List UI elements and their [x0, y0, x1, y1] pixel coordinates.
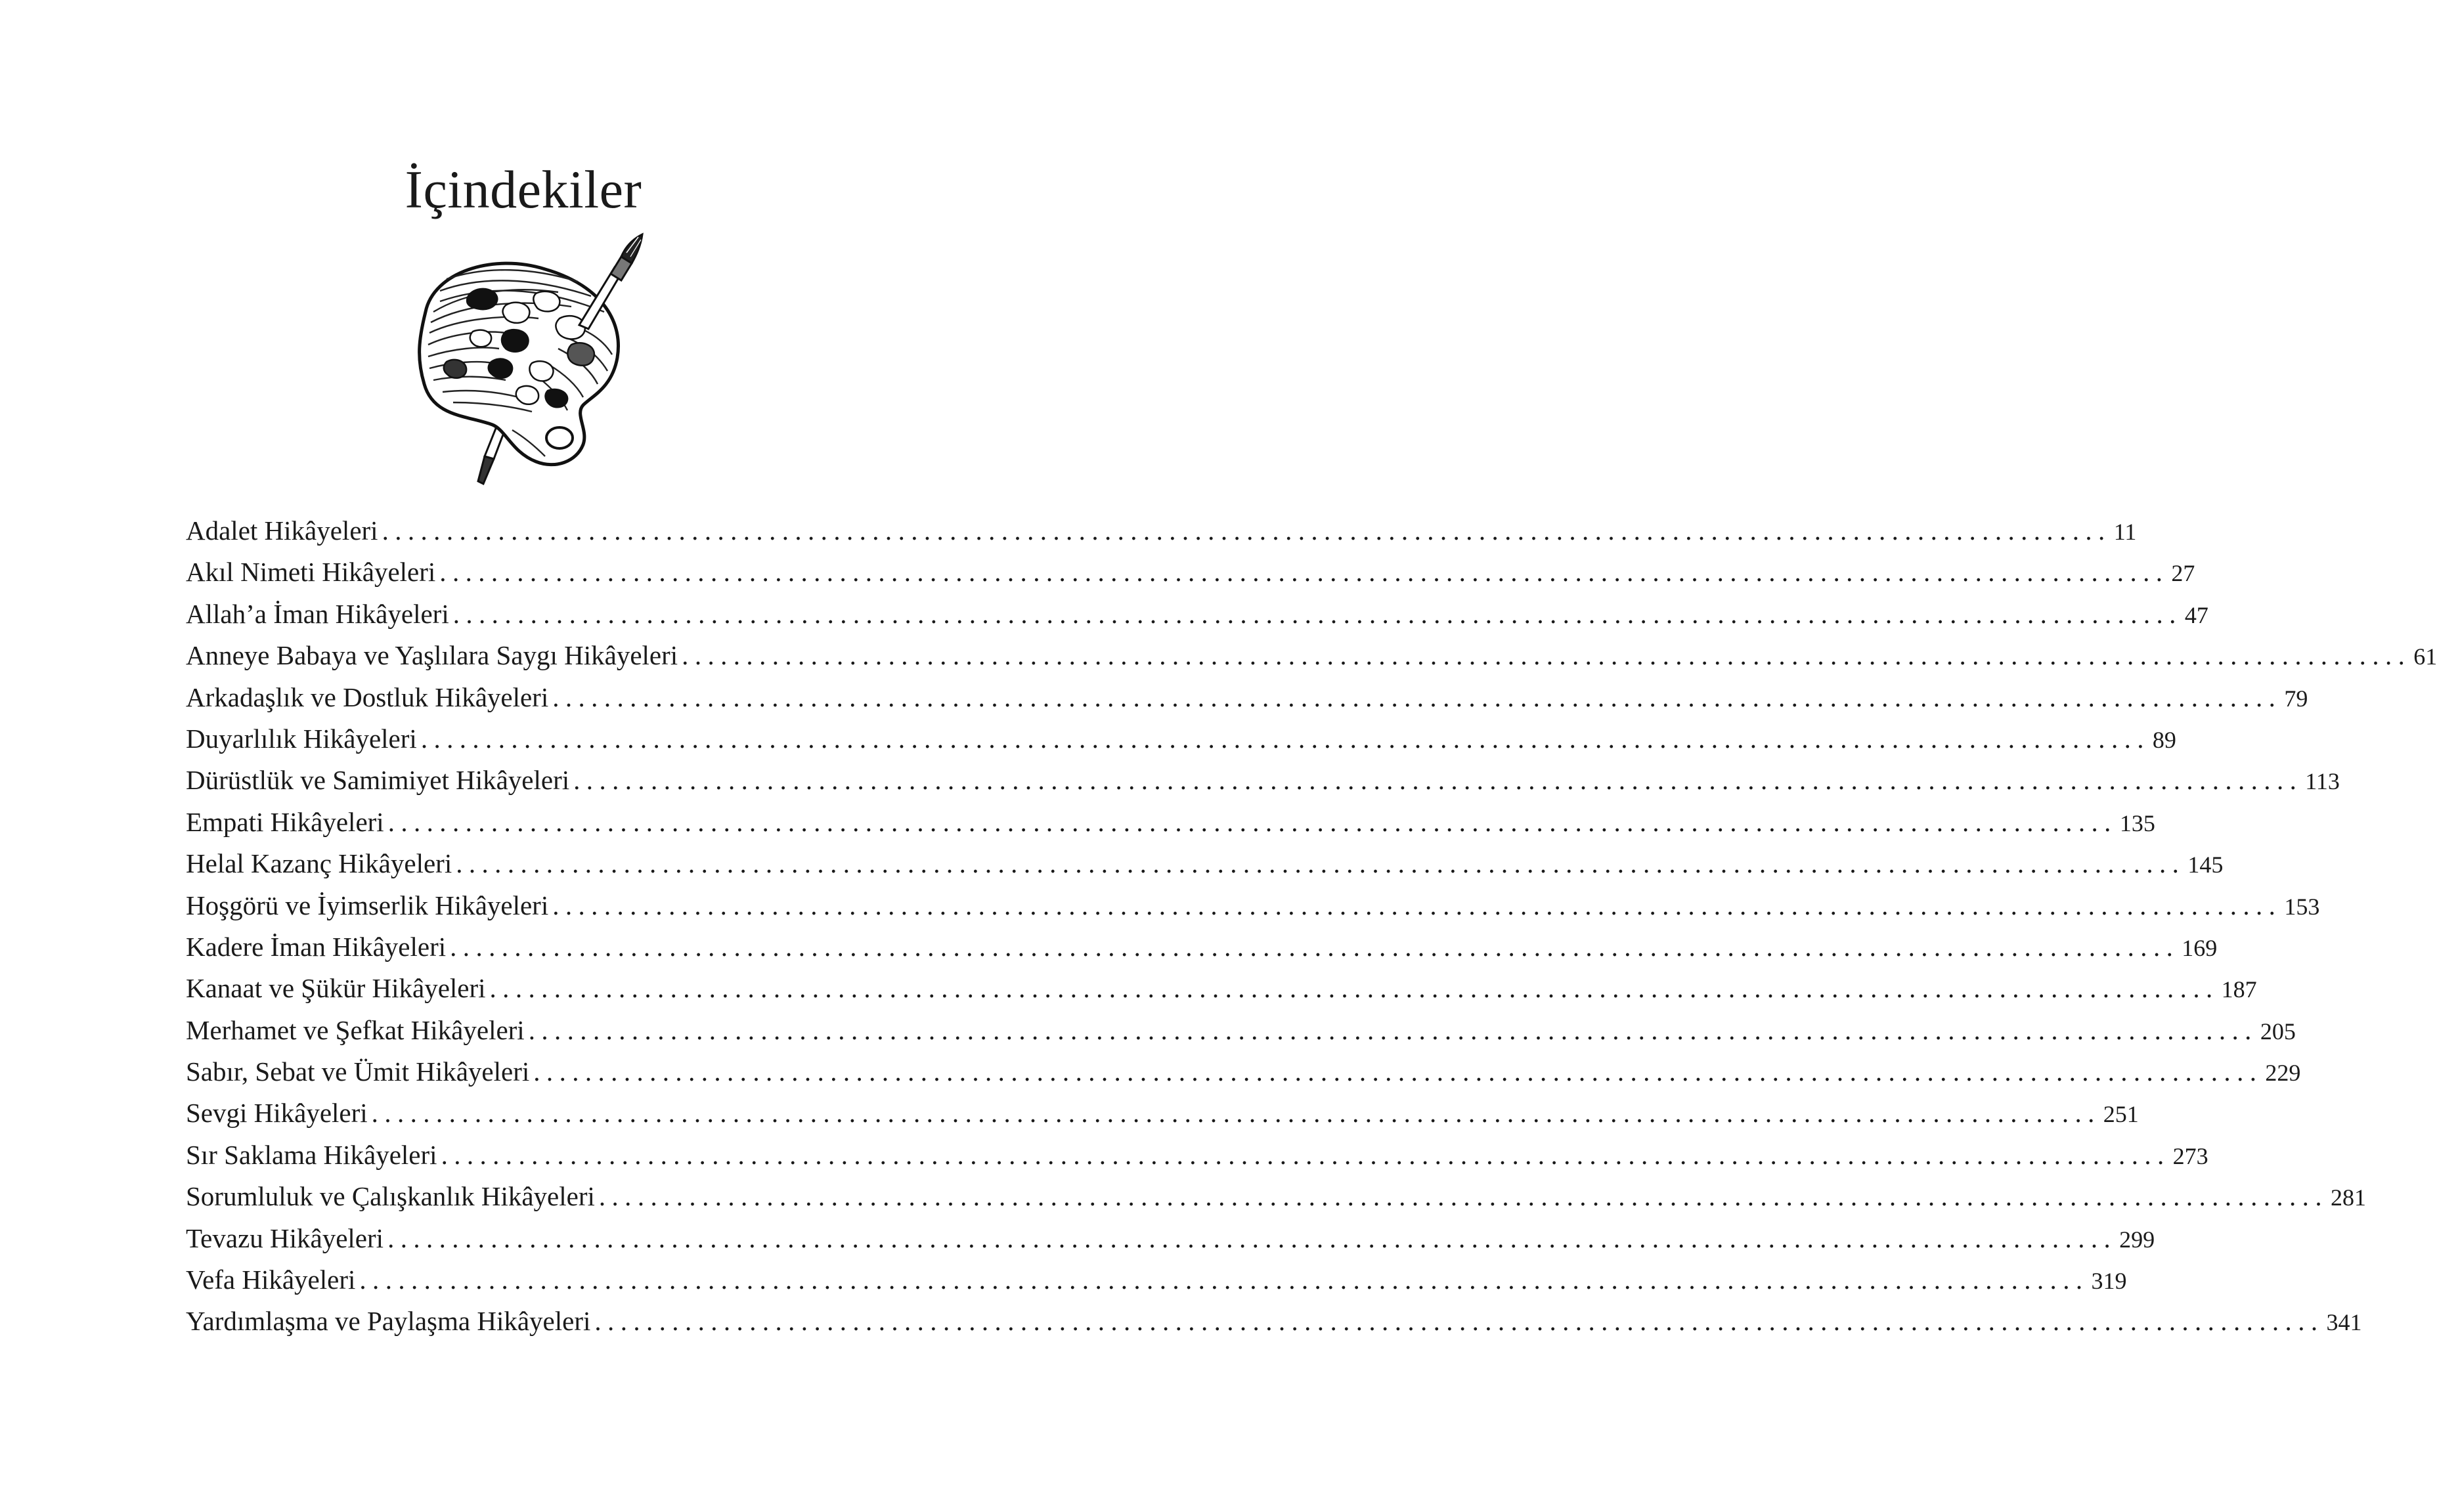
- toc-dot-leader: ......................................................................................................................................: [420, 723, 2150, 754]
- toc-page-number: 251: [2103, 1101, 2139, 1128]
- toc-entry[interactable]: [186, 556, 2195, 597]
- toc-entry-title: Allah’a İman Hikâyeleri: [186, 598, 449, 629]
- toc-entry-title: Helal Kazanç Hikâyeleri: [186, 848, 452, 879]
- toc-page-number: 47: [2184, 601, 2208, 628]
- toc-entry-title: Tevazu Hikâyeleri: [186, 1222, 384, 1253]
- toc-page-number: 205: [2260, 1018, 2296, 1045]
- toc-entry-title: Adalet Hikâyeleri: [186, 515, 378, 546]
- toc-dot-leader: ......................................................................................................................................: [452, 598, 2182, 629]
- toc-entry-title: Arkadaşlık ve Dostluk Hikâyeleri: [186, 681, 549, 712]
- toc-dot-leader: ......................................................................................................................................: [533, 1056, 2263, 1087]
- toc-dot-leader: ......................................................................................................................................: [552, 681, 2282, 712]
- toc-page-number: 135: [2119, 810, 2155, 836]
- toc-page-number: 273: [2172, 1142, 2208, 1169]
- toc-dot-leader: ......................................................................................................................................: [387, 806, 2117, 837]
- paint-palette-with-brush-icon: [407, 233, 657, 489]
- toc-entry[interactable]: [186, 1139, 2208, 1180]
- toc-dot-leader: ......................................................................................................................................: [594, 1306, 2324, 1337]
- toc-dot-leader: ......................................................................................................................................: [573, 765, 2303, 796]
- toc-dot-leader: ......................................................................................................................................: [382, 515, 2111, 546]
- toc-dot-leader: ......................................................................................................................................: [552, 890, 2282, 920]
- toc-entry-title: Duyarlılık Hikâyeleri: [186, 723, 417, 754]
- toc-entry-title: Kadere İman Hikâyeleri: [186, 931, 447, 962]
- toc-entry-title: Empati Hikâyeleri: [186, 806, 384, 837]
- toc-entry-title: Akıl Nimeti Hikâyeleri: [186, 557, 436, 588]
- toc-entry[interactable]: [186, 723, 2176, 764]
- toc-dot-leader: ......................................................................................................................................: [441, 1139, 2170, 1170]
- toc-entry[interactable]: [186, 1056, 2301, 1097]
- toc-entry[interactable]: [186, 598, 2208, 639]
- toc-dot-leader: ......................................................................................................................................: [387, 1222, 2117, 1253]
- toc-entry[interactable]: [186, 1222, 2155, 1264]
- toc-page-number: 187: [2221, 976, 2257, 1003]
- toc-entry-title: Dürüstlük ve Samimiyet Hikâyeleri: [186, 765, 570, 796]
- toc-entry[interactable]: [186, 639, 2437, 681]
- toc-page-number: 113: [2305, 768, 2340, 795]
- toc-entry[interactable]: [186, 1097, 2139, 1138]
- toc-entry[interactable]: [186, 1305, 2362, 1347]
- toc-dot-leader: ......................................................................................................................................: [598, 1181, 2328, 1212]
- toc-page-number: 79: [2284, 685, 2308, 712]
- toc-entry-title: Kanaat ve Şükür Hikâyeleri: [186, 973, 486, 1004]
- toc-entry[interactable]: [186, 806, 2155, 848]
- toc-entry[interactable]: [186, 890, 2320, 931]
- toc-entry[interactable]: [186, 848, 2224, 889]
- toc-dot-leader: ......................................................................................................................................: [371, 1098, 2101, 1129]
- toc-page-number: 153: [2284, 893, 2320, 920]
- toc-entry-title: Anneye Babaya ve Yaşlılara Saygı Hikâyeleri: [186, 640, 678, 671]
- toc-dot-leader: ......................................................................................................................................: [450, 931, 2180, 962]
- toc-entry[interactable]: [186, 1180, 2366, 1222]
- page-title: İçindekiler: [405, 160, 642, 219]
- toc-page-number: 169: [2182, 934, 2218, 961]
- toc-entry-title: Sır Saklama Hikâyeleri: [186, 1139, 437, 1170]
- toc-dot-leader: ......................................................................................................................................: [359, 1264, 2089, 1295]
- toc-entry-title: Yardımlaşma ve Paylaşma Hikâyeleri: [186, 1306, 591, 1337]
- toc-entry[interactable]: [186, 931, 2218, 972]
- toc-page-number: 61: [2413, 643, 2437, 670]
- toc-page-number: 299: [2119, 1226, 2155, 1253]
- toc-entry[interactable]: [186, 681, 2308, 723]
- toc-dot-leader: ......................................................................................................................................: [682, 640, 2411, 671]
- toc-dot-leader: ......................................................................................................................................: [456, 848, 2185, 879]
- toc-page-number: 89: [2152, 726, 2176, 753]
- toc-entry[interactable]: [186, 1014, 2296, 1056]
- toc-entry[interactable]: [186, 515, 2137, 556]
- toc-page-number: 145: [2187, 852, 2224, 878]
- toc-entry-title: Sabır, Sebat ve Ümit Hikâyeleri: [186, 1056, 530, 1087]
- toc-entry[interactable]: [186, 1264, 2127, 1305]
- toc-dot-leader: ......................................................................................................................................: [489, 973, 2219, 1004]
- toc-dot-leader: ......................................................................................................................................: [528, 1014, 2258, 1045]
- toc-page-number: 281: [2330, 1184, 2366, 1211]
- toc-entry[interactable]: [186, 764, 2340, 806]
- toc-entry-title: Merhamet ve Şefkat Hikâyeleri: [186, 1014, 525, 1045]
- toc-page-number: 319: [2091, 1268, 2127, 1295]
- toc-dot-leader: ......................................................................................................................................: [439, 557, 2169, 588]
- toc-entry-title: Sorumluluk ve Çalışkanlık Hikâyeleri: [186, 1181, 595, 1212]
- toc-page-number: 11: [2113, 519, 2137, 545]
- toc-page-number: 27: [2171, 560, 2195, 587]
- toc-entry-title: Hoşgörü ve İyimserlik Hikâyeleri: [186, 890, 549, 920]
- table-of-contents: [186, 515, 2437, 1347]
- toc-page-number: 341: [2326, 1309, 2362, 1336]
- toc-entry[interactable]: [186, 972, 2257, 1014]
- toc-entry-title: Vefa Hikâyeleri: [186, 1264, 356, 1295]
- toc-entry-title: Sevgi Hikâyeleri: [186, 1098, 368, 1129]
- toc-page-number: 229: [2265, 1060, 2301, 1087]
